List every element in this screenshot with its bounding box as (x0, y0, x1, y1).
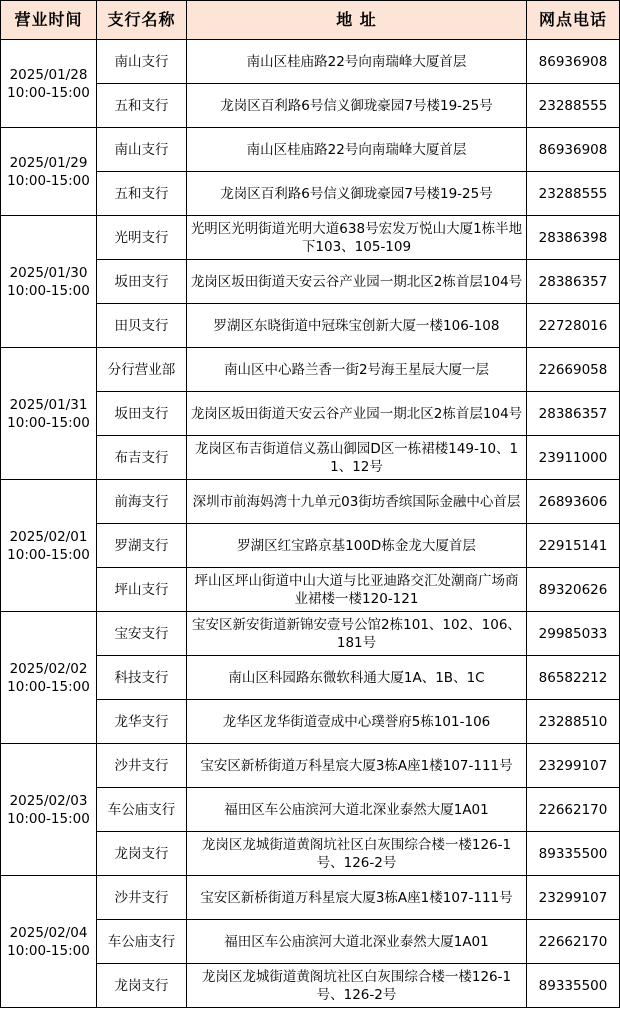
header-row (1, 1, 620, 40)
address-cell: 深圳市前海妈湾十九单元03街坊香缤国际金融中心首层 (187, 480, 527, 524)
branch-name-cell: 光明支行 (97, 216, 187, 260)
phone-cell: 86582212 (527, 656, 620, 700)
branch-name-cell: 沙井支行 (97, 744, 187, 788)
branch-name-cell: 车公庙支行 (97, 920, 187, 964)
address-cell: 宝安区新桥街道万科星宸大厦3栋A座1楼107-111号 (187, 744, 527, 788)
branch-name-cell: 龙华支行 (97, 700, 187, 744)
business-hours-cell (1, 744, 97, 876)
address-cell: 龙华区龙华街道壹成中心璞誉府5栋101-106 (187, 700, 527, 744)
service-date: 2025/01/29 (9, 154, 88, 171)
business-hours-cell (1, 876, 97, 1008)
phone-cell: 23911000 (527, 436, 620, 480)
phone-cell: 23288555 (527, 84, 620, 128)
branch-name-cell: 五和支行 (97, 172, 187, 216)
phone-cell: 23299107 (527, 876, 620, 920)
phone-cell: 22669058 (527, 348, 620, 392)
service-hours: 10:00-15:00 (7, 678, 90, 695)
phone-cell: 23288510 (527, 700, 620, 744)
branch-name-cell: 坪山支行 (97, 568, 187, 612)
service-hours: 10:00-15:00 (7, 282, 90, 299)
address-cell: 宝安区新桥街道万科星宸大厦3栋A座1楼107-111号 (187, 876, 527, 920)
address-cell: 福田区车公庙滨河大道北深业泰然大厦1A01 (187, 788, 527, 832)
table-row (1, 40, 620, 84)
phone-cell: 23288555 (527, 172, 620, 216)
service-date: 2025/01/28 (9, 66, 88, 83)
address-cell: 龙岗区坂田街道天安云谷产业园一期北区2栋首层104号 (187, 260, 527, 304)
address-cell: 罗湖区东晓街道中冠珠宝创新大厦一楼106-108 (187, 304, 527, 348)
branch-name-cell: 南山支行 (97, 128, 187, 172)
header-business-hours: 营业时间 (1, 1, 97, 40)
branch-name-cell: 坂田支行 (97, 260, 187, 304)
address-cell: 光明区光明街道光明大道638号宏发万悦山大厦1栋半地下103、105-109 (187, 216, 527, 260)
branch-name-cell: 南山支行 (97, 40, 187, 84)
table-row (1, 876, 620, 920)
phone-cell: 89335500 (527, 964, 620, 1008)
service-date: 2025/02/01 (9, 528, 88, 545)
address-cell: 龙岗区龙城街道黄阁坑社区白灰围综合楼一楼126-1号、126-2号 (187, 832, 527, 876)
phone-cell: 22662170 (527, 920, 620, 964)
table-row (1, 216, 620, 260)
table-row (1, 612, 620, 656)
business-hours-cell (1, 128, 97, 216)
branch-name-cell: 龙岗支行 (97, 832, 187, 876)
business-hours-cell (1, 612, 97, 744)
header-address: 地 址 (187, 1, 527, 40)
address-cell: 罗湖区红宝路京基100D栋金龙大厦首层 (187, 524, 527, 568)
branch-name-cell: 布吉支行 (97, 436, 187, 480)
address-cell: 坪山区坪山街道中山大道与比亚迪路交汇处潮商广场商业裙楼一楼120-121 (187, 568, 527, 612)
business-hours-cell (1, 348, 97, 480)
branch-name-cell: 五和支行 (97, 84, 187, 128)
service-hours: 10:00-15:00 (7, 414, 90, 431)
service-date: 2025/02/02 (9, 660, 88, 677)
business-hours-cell (1, 480, 97, 612)
address-cell: 南山区桂庙路22号向南瑞峰大厦首层 (187, 128, 527, 172)
address-cell: 宝安区新安街道新锦安壹号公馆2栋101、102、106、181号 (187, 612, 527, 656)
service-hours: 10:00-15:00 (7, 810, 90, 827)
phone-cell: 89335500 (527, 832, 620, 876)
table-row (1, 744, 620, 788)
phone-cell: 89320626 (527, 568, 620, 612)
address-cell: 龙岗区龙城街道黄阁坑社区白灰围综合楼一楼126-1号、126-2号 (187, 964, 527, 1008)
phone-cell: 86936908 (527, 40, 620, 84)
branch-name-cell: 分行营业部 (97, 348, 187, 392)
branch-name-cell: 科技支行 (97, 656, 187, 700)
address-cell: 南山区桂庙路22号向南瑞峰大厦首层 (187, 40, 527, 84)
service-hours: 10:00-15:00 (7, 546, 90, 563)
branch-name-cell: 车公庙支行 (97, 788, 187, 832)
table-row (1, 480, 620, 524)
business-hours-cell (1, 40, 97, 128)
address-cell: 南山区科园路东微软科通大厦1A、1B、1C (187, 656, 527, 700)
address-cell: 南山区中心路兰香一街2号海王星辰大厦一层 (187, 348, 527, 392)
phone-cell: 28386398 (527, 216, 620, 260)
branch-name-cell: 坂田支行 (97, 392, 187, 436)
business-hours-cell (1, 216, 97, 348)
header-branch-phone: 网点电话 (527, 1, 620, 40)
service-date: 2025/02/04 (9, 924, 88, 941)
phone-cell: 22915141 (527, 524, 620, 568)
branch-name-cell: 宝安支行 (97, 612, 187, 656)
table-row (1, 348, 620, 392)
phone-cell: 22728016 (527, 304, 620, 348)
phone-cell: 28386357 (527, 260, 620, 304)
phone-cell: 28386357 (527, 392, 620, 436)
branch-name-cell: 前海支行 (97, 480, 187, 524)
address-cell: 龙岗区布吉街道信义荔山御园D区一栋裙楼149-10、11、12号 (187, 436, 527, 480)
address-cell: 福田区车公庙滨河大道北深业泰然大厦1A01 (187, 920, 527, 964)
phone-cell: 86936908 (527, 128, 620, 172)
branch-name-cell: 罗湖支行 (97, 524, 187, 568)
branch-name-cell: 沙井支行 (97, 876, 187, 920)
address-cell: 龙岗区百利路6号信义御珑豪园7号楼19-25号 (187, 84, 527, 128)
service-hours: 10:00-15:00 (7, 172, 90, 189)
phone-cell: 22662170 (527, 788, 620, 832)
branch-name-cell: 田贝支行 (97, 304, 187, 348)
service-date: 2025/01/31 (9, 396, 88, 413)
address-cell: 龙岗区坂田街道天安云谷产业园一期北区2栋首层104号 (187, 392, 527, 436)
phone-cell: 23299107 (527, 744, 620, 788)
table-row (1, 128, 620, 172)
service-date: 2025/02/03 (9, 792, 88, 809)
service-date: 2025/01/30 (9, 264, 88, 281)
table-body (1, 40, 620, 1008)
service-hours: 10:00-15:00 (7, 942, 90, 959)
branch-name-cell: 龙岗支行 (97, 964, 187, 1008)
address-cell: 龙岗区百利路6号信义御珑豪园7号楼19-25号 (187, 172, 527, 216)
phone-cell: 29985033 (527, 612, 620, 656)
header-branch-name: 支行名称 (97, 1, 187, 40)
service-hours: 10:00-15:00 (7, 84, 90, 101)
phone-cell: 26893606 (527, 480, 620, 524)
